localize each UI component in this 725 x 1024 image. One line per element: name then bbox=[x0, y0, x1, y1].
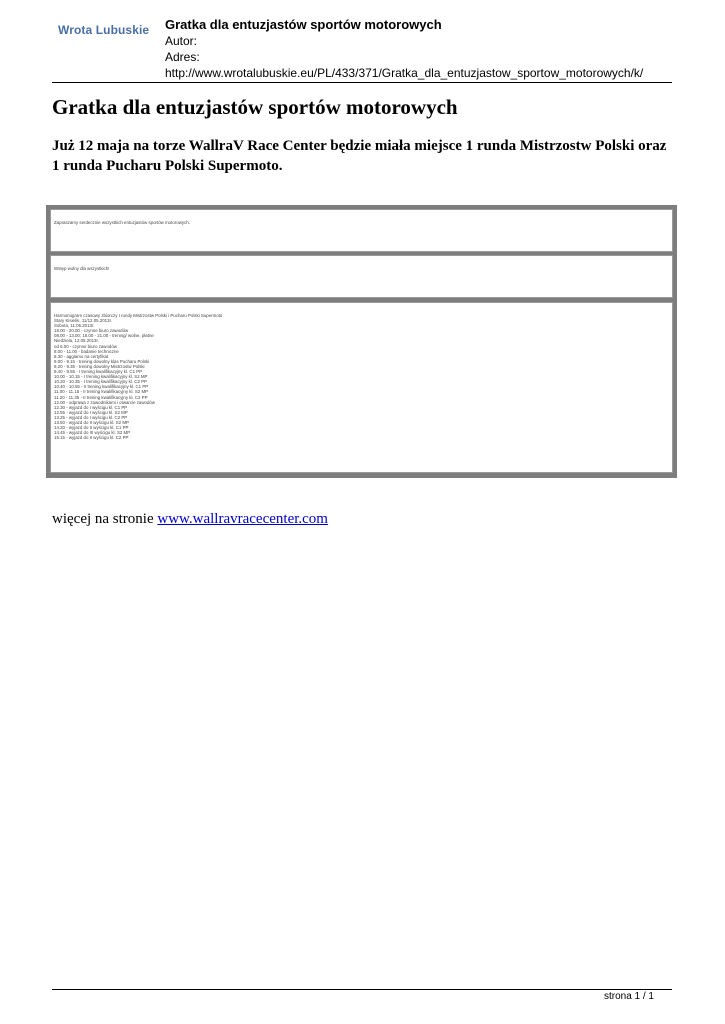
embedded-content-frame bbox=[46, 205, 677, 478]
invitation-box bbox=[50, 209, 673, 252]
schedule-box bbox=[50, 302, 673, 473]
schedule-line: Stary Kisielin, 11/12.05.2013r. bbox=[54, 318, 113, 324]
author-label: Autor: bbox=[165, 34, 198, 48]
document-header bbox=[165, 17, 710, 81]
schedule-line: 13.25 - wyjazd do I wyścigu kl. C2 PP bbox=[54, 414, 128, 420]
schedule-line: 9.00 - 9.15 - trening dowolny klas Pucharu Polski bbox=[54, 358, 150, 364]
schedule-line: 10.20 - 10.35 - I trening kwalifikacyjny kl. C2 PP bbox=[54, 379, 147, 385]
schedule-line: 08.00 - 13.00; 16.00 - 21.00 - trening/ wolne, płatne bbox=[54, 333, 154, 339]
schedule-line: Sobota, 11.05.2013r. bbox=[54, 323, 95, 329]
entry-text: Wstęp wolny dla wszystkich! bbox=[54, 266, 110, 271]
schedule-line: 10.00 - 10.15 - I trening kwalifikacyjny kl. S2 MP bbox=[54, 374, 148, 380]
address-label: Adres: bbox=[165, 50, 200, 64]
entry-box bbox=[50, 255, 673, 298]
schedule-line: 11.20 - 11.35 - II trening kwalifikacyjny kl. C2 PP bbox=[54, 394, 148, 400]
schedule-line: 14.20 - wyjazd do II wyścigu kl. C1 PP bbox=[54, 425, 129, 431]
schedule-line: 12.00 - odprawa z zawodnikami i otwarcie zawodów bbox=[54, 399, 156, 405]
website-link[interactable]: www.wallravracecenter.com bbox=[157, 511, 328, 527]
schedule-line: 9.40 - 9.55 - I trening kwalifikacyjny kl. C1 PP bbox=[54, 369, 143, 375]
schedule-line: 12.55 - wyjazd do I wyścigu kl. S2 MP bbox=[54, 409, 128, 415]
more-info bbox=[52, 510, 328, 528]
footer-divider bbox=[52, 989, 672, 990]
site-logo: Wrota Lubuskie bbox=[58, 23, 150, 37]
invitation-text: Zapraszamy serdecznie wszystkich entuzjastów sportów motorowych. bbox=[54, 220, 190, 225]
schedule-line: 15.15 - wyjazd do II wyścigu kl. C2 PP bbox=[54, 435, 129, 441]
page-number: strona 1 / 1 bbox=[603, 991, 654, 1002]
schedule-line: 11.00 - 11.15 - II trening kwalifikacyjny kl. S2 MP bbox=[54, 389, 149, 395]
schedule-line: 8.30 - aggiamo na certyfikat bbox=[54, 353, 109, 359]
schedule-line: 8.00 - 11.00 - badanie techniczne bbox=[54, 348, 119, 354]
schedule-line: 12.30 - wyjazd do I wyścigu kl. C1 PP bbox=[54, 404, 128, 410]
schedule-line: 18.00 - 20.00 - czynne biuro zawodów bbox=[54, 328, 129, 334]
schedule-line: 9.20 - 9.35 - trening dowolny Mistrzostw Polski bbox=[54, 363, 145, 369]
header-title: Gratka dla entuzjastów sportów motorowych bbox=[165, 17, 442, 32]
header-divider bbox=[52, 82, 672, 83]
schedule-line: 10.40 - 10.55 - II trening kwalifikacyjny kl. C1 PP bbox=[54, 384, 149, 390]
schedule-line: Niedziela, 12.05.2013r. bbox=[54, 338, 99, 344]
article-title: Gratka dla entuzjastów sportów motorowych bbox=[52, 95, 458, 119]
source-url: http://www.wrotalubuskie.eu/PL/433/371/Gratka_dla_entuzjastow_sportow_motorowych/k/ bbox=[165, 66, 644, 80]
more-info-prefix: więcej na stronie bbox=[52, 511, 154, 527]
schedule-line: od 6.00 - czynne biuro zawodów bbox=[54, 343, 117, 349]
article-lead: Już 12 maja na torze WallraV Race Center będzie miała miejsce 1 runda Mistrzostw Polski oraz 1 runda Pucharu Polski Supermoto. bbox=[52, 138, 667, 174]
schedule-line: 14.45 - wyjazd do III wyścigu kl. S2 MP bbox=[54, 430, 131, 436]
schedule-line: Harmonogram czasowy zbiorczy I rundy Mistrzostw Polski i Pucharu Polski Supermoto bbox=[54, 313, 223, 318]
schedule-line: 13.50 - wyjazd do II wyścigu kl. S2 MP bbox=[54, 419, 129, 425]
